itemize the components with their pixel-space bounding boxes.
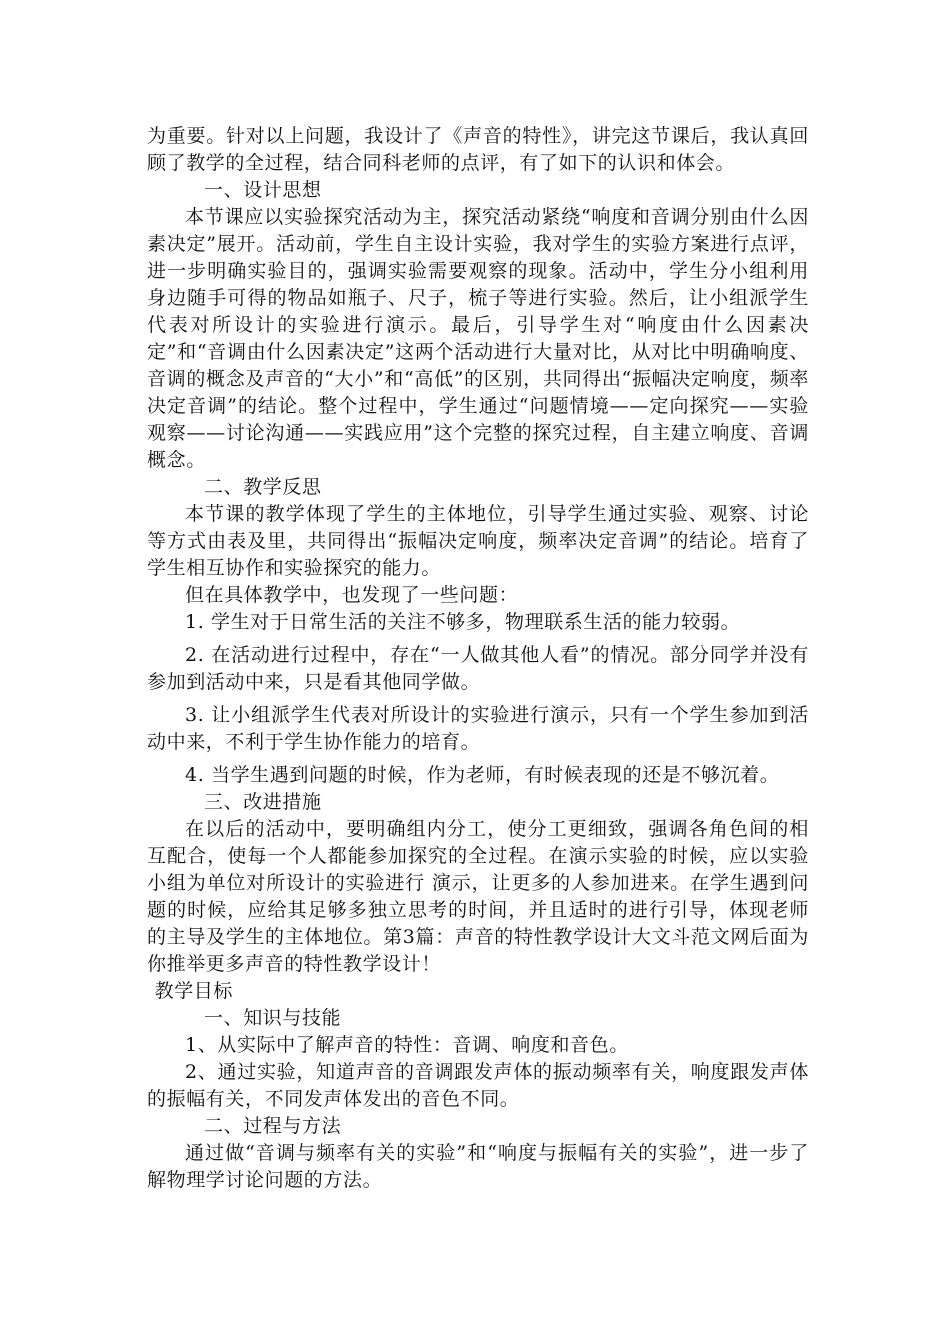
section-heading-process-methods: 二、过程与方法 — [204, 1115, 342, 1137]
goal-item-2: 2、通过实验，知道声音的音调跟发声体的振动频率有关，响度跟发声体的振幅有关，不同发声体发出的音色不同。 — [147, 1061, 809, 1110]
goal-item-1: 1、从实际中了解声音的特性：音调、响度和音色。 — [185, 1034, 629, 1056]
problems-intro-paragraph: 但在具体教学中，也发现了一些问题： — [185, 584, 519, 606]
problem-item-2: 2. 在活动进行过程中，存在“一人做其他人看”的情况。部分同学并没有参加到活动中来，只是看其他同学做。 — [147, 644, 809, 693]
teaching-goals-heading: 教学目标 — [154, 980, 233, 1002]
section-heading-teaching-reflection: 二、教学反思 — [204, 476, 322, 498]
document-body — [147, 123, 809, 1194]
design-idea-paragraph: 本节课应以实验探究活动为主，探究活动紧绕“响度和音调分别由什么因素决定”展开。活动前，学生自主设计实验，我对学生的实验方案进行点评，进一步明确实验目的，强调实验需要观察的现象。活动中，学生分小组利用身边随手可得的物品如瓶子、尺子，梳子等进行实验。然后，让小组派学生代表对所设计的实验进行演示。最后，引导学生对“响度由什么因素决定”和“音调由什么因素决定”这两个活动进行大量对比，从对比中明确响度、音调的概念及声音的“大小”和“高低”的区别，共同得出“振幅决定响度，频率决定音调”的结论。整个过程中，学生通过“问题情境——定向探究——实验观察——讨论沟通——实践应用”这个完整的探究过程，自主建立响度、音调概念。 — [147, 206, 809, 471]
improvement-paragraph: 在以后的活动中，要明确组内分工，使分工更细致，强调各角色间的相互配合，使每一个人都能参加探究的全过程。在演示实验的时候，应以实验小组为单位对所设计的实验进行 演示，让更多的人参加进来。在学生遇到问题的时候，应给其足够多独立思考的时间，并且适时的进行引导，体现老师的主导及学生的主体地位。第3篇：声音的特性教学设计大文斗范文网后面为你推举更多声音的特性教学设计！ — [147, 818, 809, 975]
problem-item-4: 4. 当学生遇到问题的时候，作为老师，有时候表现的还是不够沉着。 — [185, 764, 780, 786]
intro-paragraph: 为重要。针对以上问题，我设计了《声音的特性》，讲完这节课后，我认真回顾了教学的全过程，结合同科老师的点评，有了如下的认识和体会。 — [147, 125, 809, 174]
section-heading-design-idea: 一、设计思想 — [204, 179, 322, 201]
reflection-paragraph: 本节课的教学体现了学生的主体地位，引导学生通过实验、观察、讨论等方式由表及里，共同得出“振幅决定响度，频率决定音调”的结论。培育了学生相互协作和实验探究的能力。 — [147, 503, 809, 579]
section-heading-improvement-measures: 三、改进措施 — [204, 791, 322, 813]
process-methods-paragraph: 通过做“音调与频率有关的实验”和“响度与振幅有关的实验”，进一步了解物理学讨论问题的方法。 — [147, 1142, 809, 1191]
problem-item-3: 3. 让小组派学生代表对所设计的实验进行演示，只有一个学生参加到活动中来，不利于学生协作能力的培育。 — [147, 704, 809, 753]
problem-item-1: 1. 学生对于日常生活的关注不够多，物理联系生活的能力较弱。 — [185, 611, 741, 633]
section-heading-knowledge-skills: 一、知识与技能 — [204, 1007, 342, 1029]
